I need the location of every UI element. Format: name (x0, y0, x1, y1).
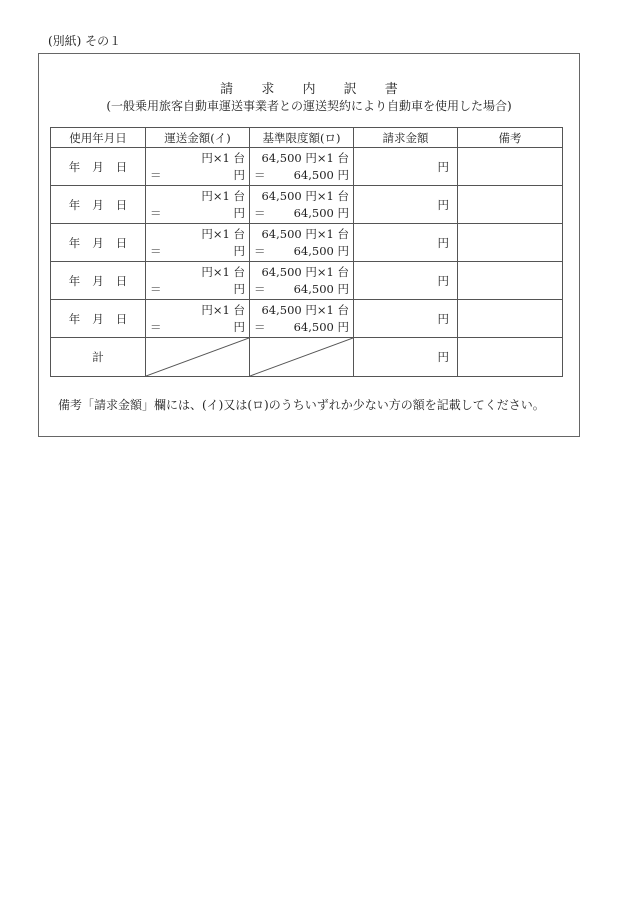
fare-top: 円×1 台 (201, 189, 245, 203)
table-row (51, 262, 563, 300)
fare-bottom: 円 (233, 282, 245, 296)
fare-eq: ＝ (150, 206, 162, 220)
header-date: 使用年月日 (51, 128, 146, 148)
title-char: 内 (302, 82, 316, 97)
date-cell[interactable] (51, 300, 146, 338)
fare-cell[interactable] (146, 148, 250, 186)
date-cell[interactable] (51, 224, 146, 262)
limit-top: 64,500 円×1 台 (261, 265, 349, 279)
title-char: 訳 (343, 82, 357, 97)
limit-eq: ＝ (254, 168, 266, 182)
fare-bottom: 円 (233, 168, 245, 182)
total-limit-crossed (250, 338, 354, 377)
month-label: 月 (92, 311, 104, 326)
year-label: 年 (68, 311, 81, 326)
month-label: 月 (92, 197, 104, 212)
claim-cell[interactable]: 円 (354, 262, 458, 300)
diagonal-line (146, 338, 249, 376)
header-claim: 請求金額 (354, 128, 458, 148)
attachment-label: (別紙) その１ (48, 34, 122, 48)
day-label: 日 (115, 235, 128, 250)
limit-bottom: 64,500 円 (293, 320, 349, 334)
claim-cell[interactable]: 円 (354, 186, 458, 224)
year-label: 年 (68, 273, 81, 288)
total-fare-crossed (146, 338, 250, 377)
fare-bottom: 円 (233, 206, 245, 220)
claim-cell[interactable]: 円 (354, 300, 458, 338)
title-char: 書 (384, 82, 398, 97)
limit-eq: ＝ (254, 282, 266, 296)
document-subtitle: (一般乗用旅客自動車運送事業者との運送契約により自動車を使用した場合) (106, 99, 512, 113)
claim-cell[interactable]: 円 (354, 224, 458, 262)
month-label: 月 (92, 159, 104, 174)
remarks-cell[interactable] (458, 262, 563, 300)
document-frame (38, 53, 580, 437)
diagonal-line (250, 338, 353, 376)
header-fare: 運送金額(イ) (146, 128, 250, 148)
total-row (51, 338, 563, 377)
title-char: 求 (261, 82, 275, 97)
limit-eq: ＝ (254, 244, 266, 258)
limit-cell (250, 300, 354, 338)
limit-eq: ＝ (254, 320, 266, 334)
remarks-note: 備考「請求金額」欄には、(イ)又は(ロ)のうちいずれか少ない方の額を記載してください。 (58, 398, 545, 412)
day-label: 日 (115, 159, 128, 174)
claim-cell[interactable]: 円 (354, 148, 458, 186)
limit-top: 64,500 円×1 台 (261, 227, 349, 241)
fare-top: 円×1 台 (201, 303, 245, 317)
day-label: 日 (115, 311, 128, 326)
limit-cell (250, 186, 354, 224)
header-remarks: 備考 (458, 128, 563, 148)
month-label: 月 (92, 235, 104, 250)
limit-bottom: 64,500 円 (293, 206, 349, 220)
year-label: 年 (68, 159, 81, 174)
limit-cell (250, 224, 354, 262)
remarks-cell[interactable] (458, 300, 563, 338)
remarks-cell[interactable] (458, 186, 563, 224)
limit-bottom: 64,500 円 (293, 168, 349, 182)
fare-cell[interactable] (146, 300, 250, 338)
fare-bottom: 円 (233, 320, 245, 334)
fare-top: 円×1 台 (201, 151, 245, 165)
limit-top: 64,500 円×1 台 (261, 189, 349, 203)
table-row (51, 186, 563, 224)
fare-eq: ＝ (150, 320, 162, 334)
fare-top: 円×1 台 (201, 265, 245, 279)
table-header-row (51, 128, 563, 148)
date-cell[interactable] (51, 262, 146, 300)
day-label: 日 (115, 273, 128, 288)
remarks-cell[interactable] (458, 224, 563, 262)
fare-cell[interactable] (146, 224, 250, 262)
month-label: 月 (92, 273, 104, 288)
table-row (51, 148, 563, 186)
document-title (39, 78, 579, 97)
table-row (51, 300, 563, 338)
fare-bottom: 円 (233, 244, 245, 258)
date-cell[interactable] (51, 148, 146, 186)
fare-eq: ＝ (150, 282, 162, 296)
title-char: 請 (220, 82, 234, 97)
day-label: 日 (115, 197, 128, 212)
date-cell[interactable] (51, 186, 146, 224)
year-label: 年 (68, 197, 81, 212)
limit-cell (250, 262, 354, 300)
limit-eq: ＝ (254, 206, 266, 220)
limit-cell (250, 148, 354, 186)
fare-cell[interactable] (146, 262, 250, 300)
total-label: 計 (51, 338, 146, 377)
total-remarks-cell[interactable] (458, 338, 563, 377)
remarks-cell[interactable] (458, 148, 563, 186)
header-limit: 基準限度額(ロ) (250, 128, 354, 148)
fare-eq: ＝ (150, 244, 162, 258)
total-claim-cell[interactable]: 円 (354, 338, 458, 377)
fare-cell[interactable] (146, 186, 250, 224)
fare-top: 円×1 台 (201, 227, 245, 241)
table-row (51, 224, 563, 262)
fare-eq: ＝ (150, 168, 162, 182)
claim-table (50, 127, 563, 377)
year-label: 年 (68, 235, 81, 250)
limit-bottom: 64,500 円 (293, 244, 349, 258)
limit-top: 64,500 円×1 台 (261, 151, 349, 165)
limit-bottom: 64,500 円 (293, 282, 349, 296)
limit-top: 64,500 円×1 台 (261, 303, 349, 317)
